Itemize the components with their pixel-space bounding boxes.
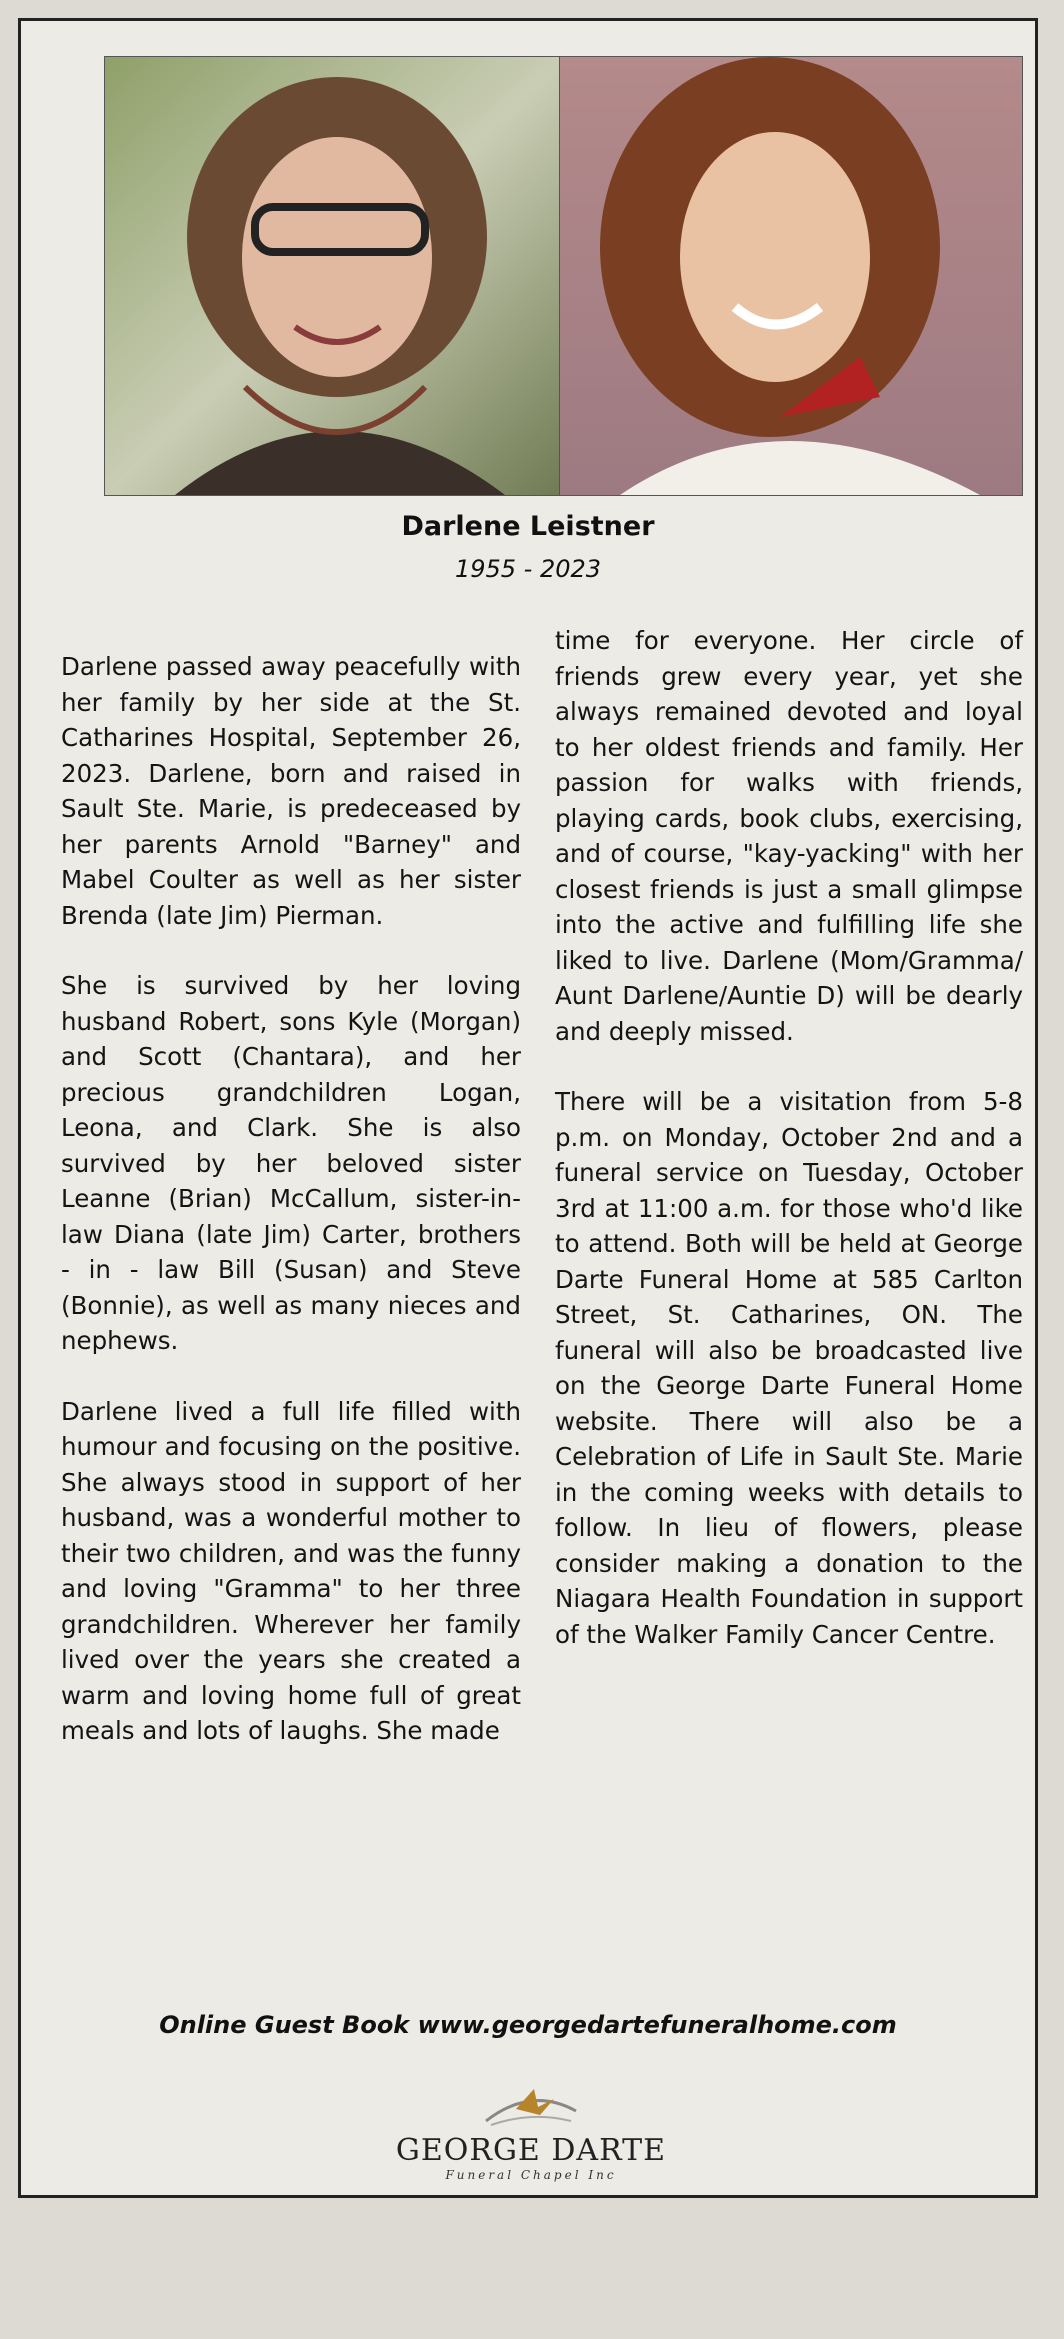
life-years: 1955 - 2023 bbox=[454, 555, 602, 583]
paragraph-survived-by: She is survived by her loving husband Robert, sons Kyle (Morgan) and Scott (Chantara), and her precious grandchildren Logan, Leona, and Clark. She is also survived by her beloved sister Leanne (Brian) McCallum, sister-in-law Diana (late Jim) Carter, brothers - in - law Bill (Susan) and Steve (Bonnie), as well as many nieces and nephews. bbox=[61, 971, 521, 1355]
logo-name: GEORGE DARTE bbox=[395, 2133, 667, 2168]
portrait-photo-recent bbox=[104, 56, 568, 496]
logo-subtitle: Funeral Chapel Inc bbox=[445, 2168, 617, 2182]
text-column-right bbox=[555, 623, 1023, 1687]
obituary-notice bbox=[18, 18, 1038, 2198]
portrait-photo-young bbox=[559, 56, 1023, 496]
funeral-home-logo bbox=[391, 2081, 671, 2191]
paragraph-services: There will be a visitation from 5-8 p.m. on Monday, October 2nd and a funeral service on Tuesday, October 3rd at 11:00 a.m. for those who'd like to attend. Both will be held at George Darte Funeral Home at 585 Carlton Street, St. Catharines, ON. The funeral will also be broadcasted live on the George Darte Funeral Home website. There will also be a Celebration of Life in Sault Ste. Marie in the coming weeks with details to follow. In lieu of flowers, please consider making a donation to the Niagara Health Foundation in support of the Walker Family Cancer Centre. bbox=[555, 1087, 1023, 1649]
paragraph-passing: Darlene passed away peacefully with her family by her side at the St. Catharines Hospital, September 26, 2023. Darlene, born and raised in Sault Ste. Marie, is predeceased by her parents Arnold "Barney" and Mabel Coulter as well as her sister Brenda (late Jim) Pierman. bbox=[61, 652, 521, 930]
deceased-name: Darlene Leistner bbox=[401, 511, 655, 542]
text-column-left bbox=[61, 649, 521, 1784]
guest-book-link[interactable]: Online Guest Book www.georgedartefuneralhome.com bbox=[159, 2011, 897, 2039]
paragraph-life-continued: time for everyone. Her circle of friends grew every year, yet she always remained devoted and loyal to her oldest friends and family. Her passion for walks with friends, playing cards, book clubs, exercising, and of course, "kay-yacking" with her closest friends is just a small glimpse into the active and fulfilling life she liked to live. Darlene (Mom/Gramma/ Aunt Darlene/Auntie D) will be dearly and deeply missed. bbox=[555, 626, 1023, 1046]
bird-emblem-icon bbox=[476, 2081, 586, 2129]
paragraph-life: Darlene lived a full life filled with humour and focusing on the positive. She always stood in support of her husband, was a wonderful mother to their two children, and was the funny and loving "Gramma" to her three grandchildren. Wherever her family lived over the years she created a warm and loving home full of great meals and lots of laughs. She made bbox=[61, 1396, 521, 1745]
